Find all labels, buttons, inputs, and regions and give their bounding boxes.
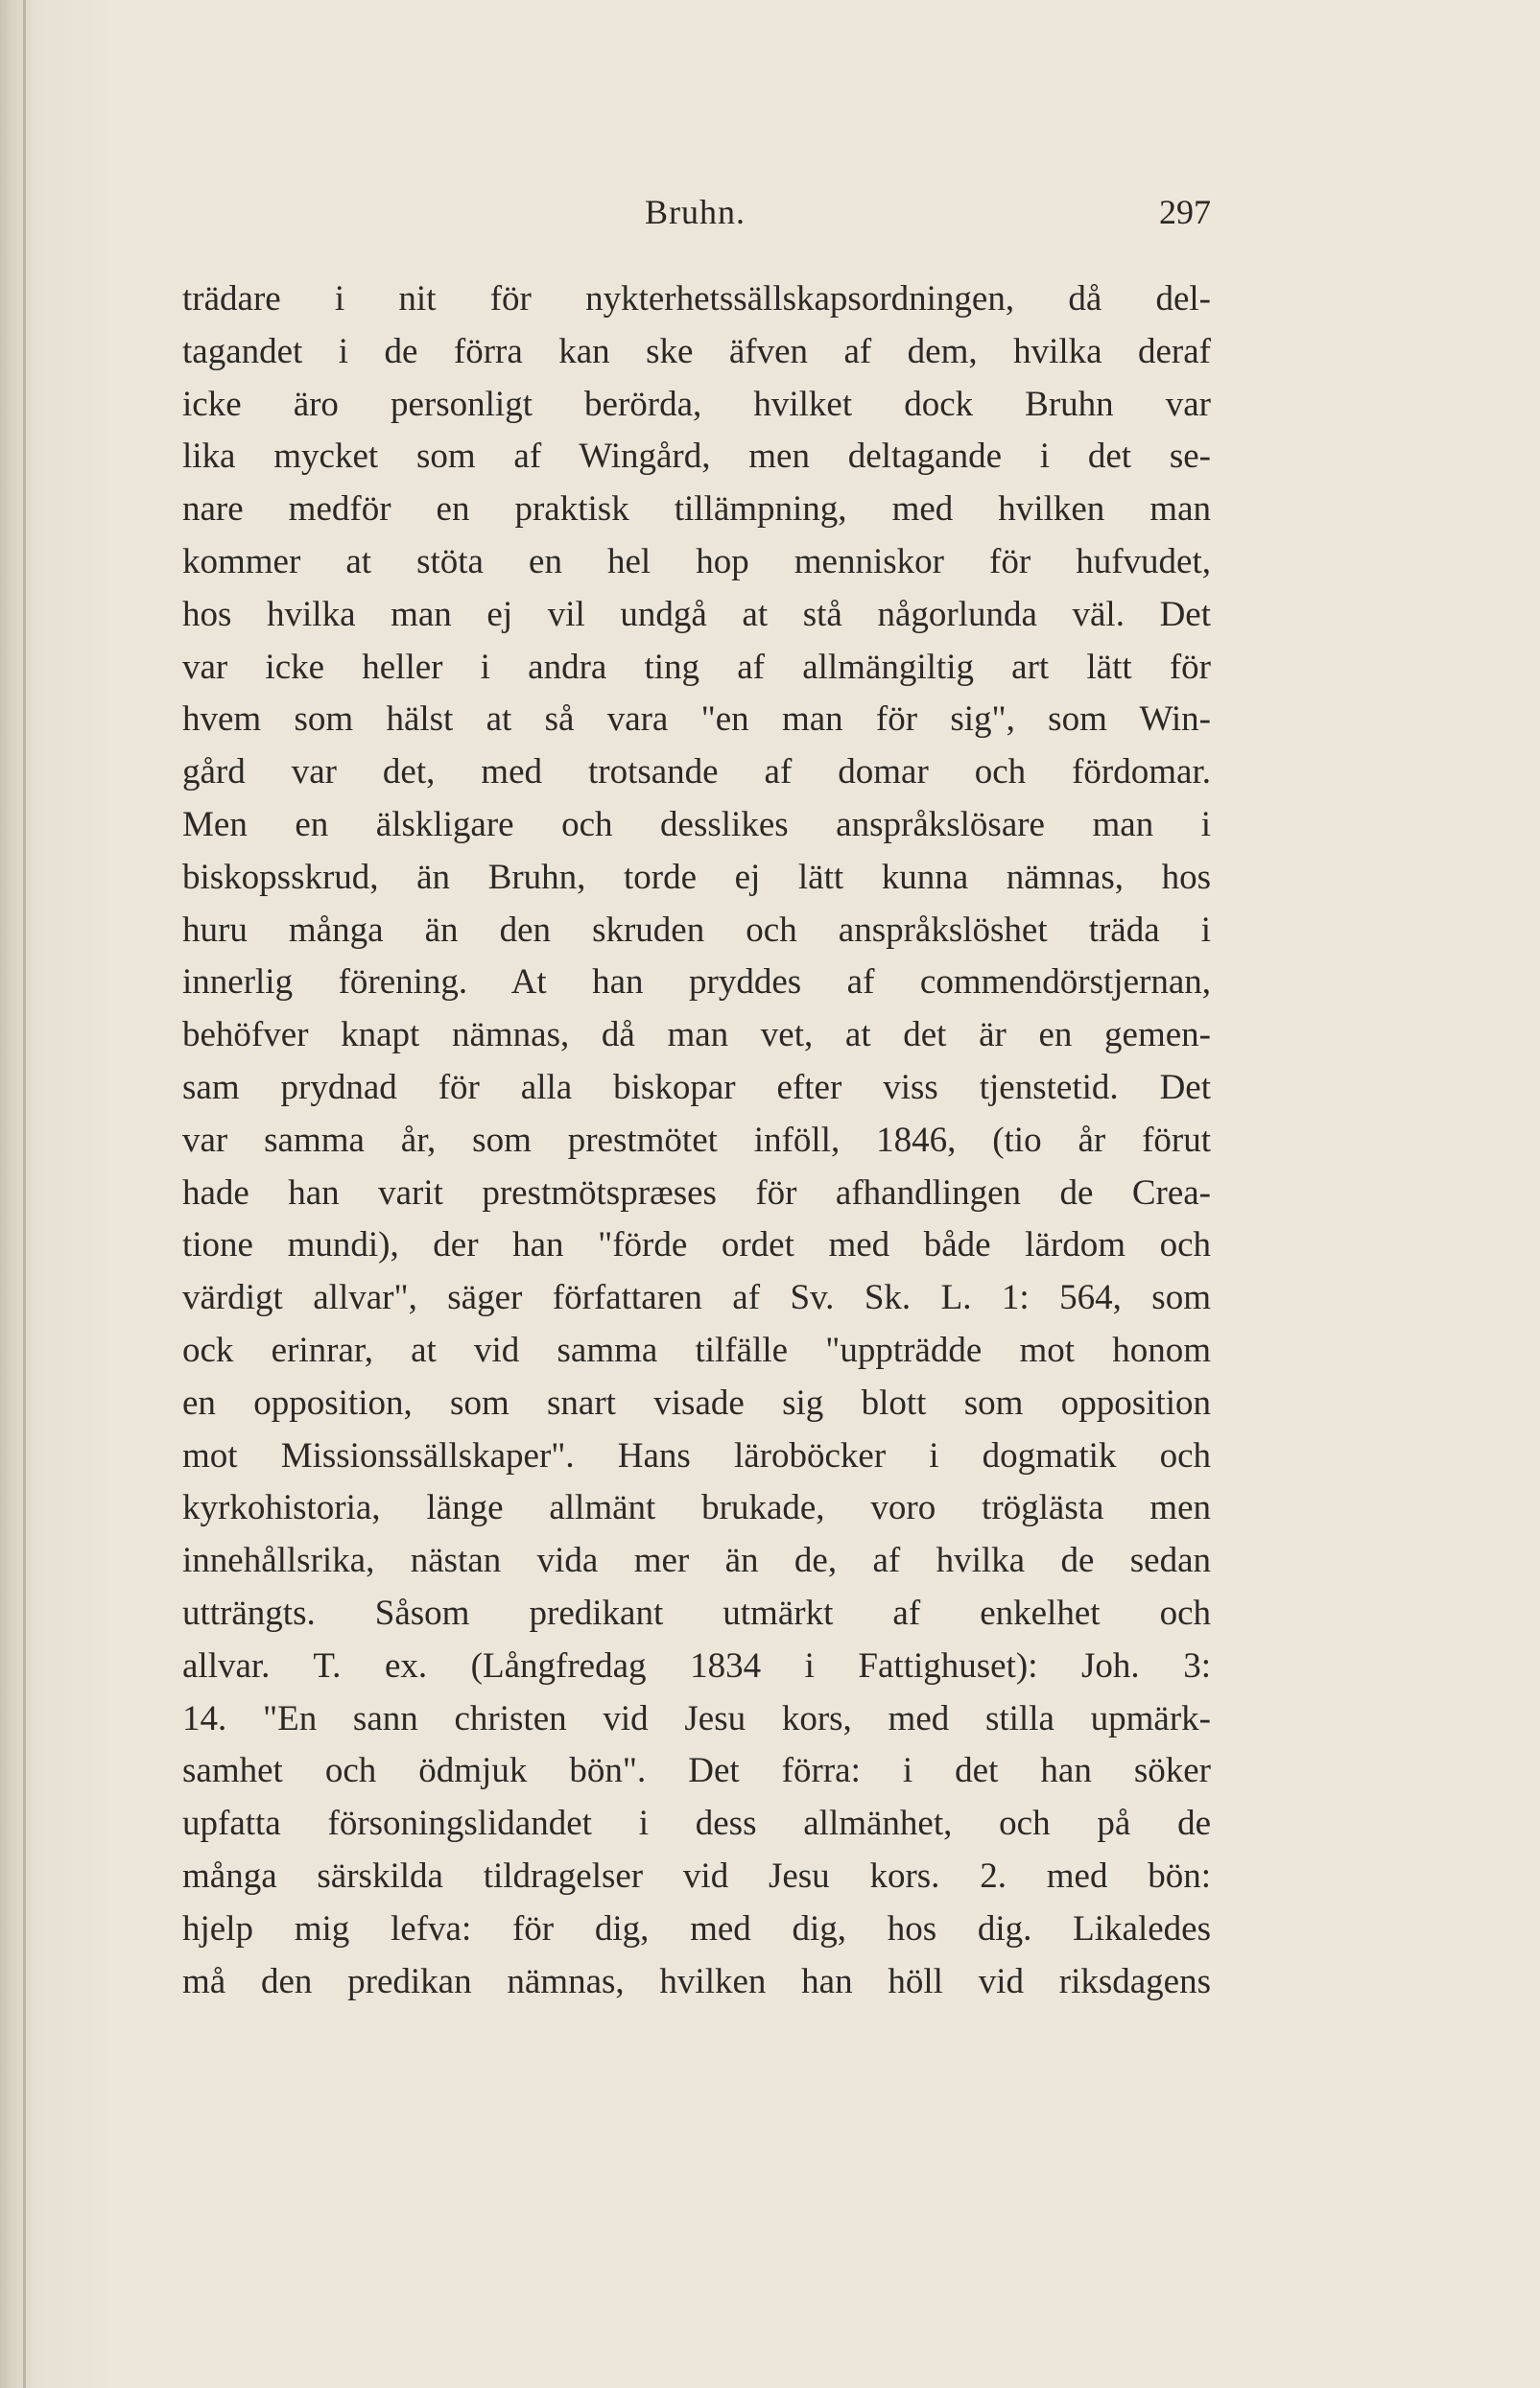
text-line: mot Missionssällskaper". Hans läroböcker i dogmatik och [182,1435,1211,1476]
text-line: hos hvilka man ej vil undgå at stå någorlunda väl. Det [182,594,1211,634]
text-line: samhet och ödmjuk bön". Det förra: i det han söker [182,1751,1211,1791]
running-head: Bruhn. [645,193,746,231]
page-header [182,192,1211,249]
body-text [182,273,1211,2008]
text-line: nare medför en praktisk tillämpning, med hvilken man [182,489,1211,530]
text-line: innerlig förening. At han pryddes af commendörstjernan, [182,962,1211,1003]
text-line: var samma år, som prestmötet inföll, 1846, (tio år förut [182,1120,1211,1160]
text-line: en opposition, som snart visade sig blott som opposition [182,1383,1211,1423]
text-line: tagandet i de förra kan ske äfven af dem, hvilka deraf [182,331,1211,371]
text-line: sam prydnad för alla biskopar efter viss tjenstetid. Det [182,1067,1211,1107]
text-line: tione mundi), der han "förde ordet med både lärdom och [182,1225,1211,1265]
text-line: kommer at stöta en hel hop menniskor för hufvudet, [182,541,1211,581]
text-line: huru många än den skruden och anspråkslöshet träda i [182,910,1211,950]
text-line: utträngts. Såsom predikant utmärkt af enkelhet och [182,1593,1211,1633]
text-line: må den predikan nämnas, hvilken han höll vid riksdagens [182,1961,1211,2001]
text-line: Men en älskligare och desslikes anspråkslösare man i [182,804,1211,844]
page-edge-shadow [23,0,26,2388]
text-line: kyrkohistoria, länge allmänt brukade, voro tröglästa men [182,1488,1211,1528]
text-line: gård var det, med trotsande af domar och fördomar. [182,752,1211,792]
text-line: lika mycket som af Wingård, men deltagande i det se- [182,437,1211,477]
text-line: trädare i nit för nykterhetssällskapsordningen, då del- [182,279,1211,319]
text-line: behöfver knapt nämnas, då man vet, at det är en gemen- [182,1015,1211,1055]
text-line: var icke heller i andra ting af allmängiltig art lätt för [182,647,1211,687]
text-line: 14. "En sann christen vid Jesu kors, med stilla upmärk- [182,1698,1211,1738]
text-line: innehållsrika, nästan vida mer än de, af hvilka de sedan [182,1541,1211,1581]
text-line: hvem som hälst at så vara "en man för sig", som Win- [182,699,1211,740]
text-line: biskopsskrud, än Bruhn, torde ej lätt kunna nämnas, hos [182,857,1211,897]
text-line: hade han varit prestmötspræses för afhandlingen de Crea- [182,1172,1211,1213]
text-line: upfatta försoningslidandet i dess allmänhet, och på de [182,1804,1211,1844]
text-line: många särskilda tildragelser vid Jesu kors. 2. med bön: [182,1856,1211,1896]
text-line: hjelp mig lefva: för dig, med dig, hos dig. Likaledes [182,1908,1211,1949]
text-line: icke äro personligt berörda, hvilket dock Bruhn var [182,384,1211,424]
page-number: 297 [1159,193,1211,231]
text-line: ock erinrar, at vid samma tilfälle "uppträdde mot honom [182,1330,1211,1370]
text-line: allvar. T. ex. (Långfredag 1834 i Fattighuset): Joh. 3: [182,1645,1211,1686]
text-line: värdigt allvar", säger författaren af Sv. Sk. L. 1: 564, som [182,1278,1211,1318]
